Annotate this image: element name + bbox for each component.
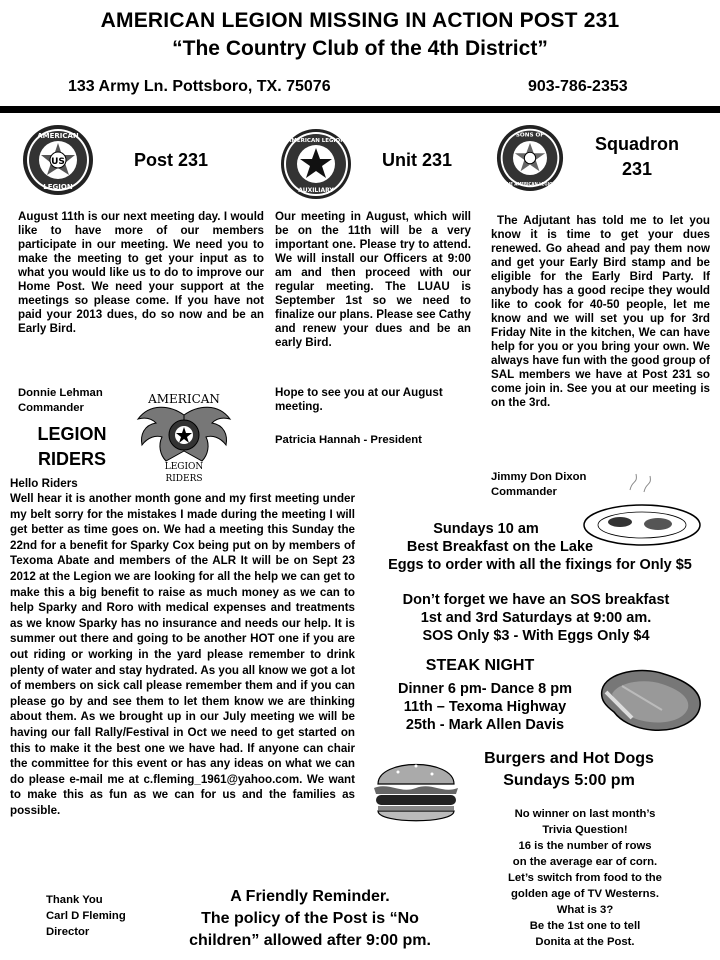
trivia-line: What is 3? xyxy=(556,904,614,916)
post-phone: 903-786-2353 xyxy=(528,78,628,95)
post-body: August 11th is our next meeting day. I would like to have more of our members participate in our meeting. We need you to make the meeting to get your input as to what you would like us to do to improve our Home Post. We need your support at the meetings so please come. If you have not paid your 2013 dues, do so now and be an Early Bird. xyxy=(18,210,264,335)
sal-emblem-bottom-text: THE AMERICAN LEGION xyxy=(504,181,556,187)
riders-body: Well hear it is another month gone and my first meeting under my belt sorry for the mistakes I made during the meeting I will get better as time goes on. We had a meeting this Sunday the 22nd for a benefit for Sparky Cox being put on by members of Texoma Abate and members of the ALR It will be on Sept 23 2012 at the Legion we are looking for all the help we can get to make this a big benefit to raise as much money as we can to help Sparky and Roro with medical expenses and treatments as we know Sparky has no insurance and needs our help. It is summer out there and going to be another HOT one if you are out riding or working in the yard please remember to drink plenty of water and stay hydrated. As you all know we got a lot of members on sick call please remember them and if you can please go by and see them to let them know we are thinking about them. As we brought up in our July meeting we will be having our fall Rally/Festival in Oct we need to get started on this to make it the best one we have had. If anyone can chair the committee for this event or has any ideas on what we can do please e-mail me at c.fleming_1961@yahoo.com. We want to make this as fun as we can for us and the families as possible. xyxy=(10,492,355,817)
riders-sig-title: Director xyxy=(46,926,90,938)
trivia-line: Trivia Question! xyxy=(542,824,628,836)
emblem-center-text: US xyxy=(51,157,65,167)
sons-of-legion-emblem-icon xyxy=(496,124,564,192)
squadron-body: The Adjutant has told me to let you know it is time to get your dues renewed. Go ahead and pay them now and get your Early Bird stamp and be eligible for the Early Bird Party. If anybody has a good recipe they would like to cook for 40-50 people, let me know and we will set you up for 3rd Friday Nite in the kitchen, We can have help for you or you bring your own. We always have fun with the good group of SAL members we have at Post 231 so come join in. See you at our meeting is on the 3rd. xyxy=(491,214,710,409)
post-sig-name: Donnie Lehman xyxy=(18,387,103,399)
riders-heading xyxy=(22,424,122,470)
squadron-heading-line2: 231 xyxy=(621,159,653,179)
riders-logo-top-text: AMERICAN xyxy=(148,392,220,406)
emblem-bottom-text: LEGION xyxy=(43,183,73,191)
reminder-line2: The policy of the Post is “No xyxy=(201,910,419,927)
reminder-line3: children” allowed after 9:00 pm. xyxy=(189,932,431,949)
newsletter-title: AMERICAN LEGION MISSING IN ACTION POST 231 xyxy=(100,9,620,32)
breakfast-line2: Best Breakfast on the Lake xyxy=(406,539,594,555)
trivia-line: Let’s switch from food to the xyxy=(508,872,662,884)
sos-line3: SOS Only $3 - With Eggs Only $4 xyxy=(422,628,650,644)
squadron-sig-name: Jimmy Don Dixon xyxy=(491,471,587,483)
riders-heading-line2: RIDERS xyxy=(37,449,106,469)
trivia-block xyxy=(470,806,700,950)
riders-heading-line1: LEGION xyxy=(37,424,107,444)
trivia-line: No winner on last month’s xyxy=(514,808,656,820)
squadron-heading xyxy=(582,134,692,180)
unit-signature: Patricia Hannah - President xyxy=(275,434,422,446)
burgers-line2: Sundays 5:00 pm xyxy=(503,772,635,789)
unit-body: Our meeting in August, which will be on the 11th will be a very important one. Please try to attend. We will install our Officers at 9:00 am and then proceed with our regular meeting. The LUAU is September 1st so we need to finalize our plans. Please see Cathy and renew your dues and be an early Bird. xyxy=(275,210,471,349)
steak-icon xyxy=(592,660,708,740)
legion-riders-logo-icon xyxy=(130,385,238,485)
post-heading: Post 231 xyxy=(134,150,209,170)
burgers-line1: Burgers and Hot Dogs xyxy=(484,750,654,767)
newsletter-subtitle: “The Country Club of the 4th District” xyxy=(172,37,548,60)
header-divider xyxy=(0,106,720,113)
trivia-line: Be the 1st one to tell xyxy=(529,920,641,932)
breakfast-line3: Eggs to order with all the fixings for Only $5 xyxy=(388,557,692,573)
unit-closing: Hope to see you at our August meeting. xyxy=(275,386,443,413)
trivia-line: golden age of TV Westerns. xyxy=(511,888,659,900)
steak-line1: Dinner 6 pm- Dance 8 pm xyxy=(397,681,573,697)
riders-logo-bottom-text: RIDERS xyxy=(165,474,203,484)
sal-emblem-top-text: SONS OF xyxy=(515,132,545,139)
unit-emblem-top-text: AMERICAN LEGION xyxy=(287,138,345,144)
unit-heading: Unit 231 xyxy=(382,150,453,170)
riders-sig-thanks: Thank You xyxy=(46,894,103,906)
post-address: 133 Army Ln. Pottsboro, TX. 75076 xyxy=(68,78,331,95)
unit-emblem-bottom-text: AUXILIARY xyxy=(298,187,334,194)
squadron-heading-line1: Squadron xyxy=(595,134,679,154)
american-legion-emblem-icon xyxy=(22,124,94,196)
riders-logo-mid-text: LEGION xyxy=(164,462,204,472)
steak-heading: STEAK NIGHT xyxy=(425,657,535,674)
sos-line1: Don’t forget we have an SOS breakfast xyxy=(402,592,670,608)
emblem-top-text: AMERICAN xyxy=(37,132,79,140)
auxiliary-emblem-icon xyxy=(280,128,352,200)
steak-line3: 25th - Mark Allen Davis xyxy=(405,717,565,733)
trivia-line: Donita at the Post. xyxy=(535,936,635,948)
post-sig-title: Commander xyxy=(18,402,84,414)
sos-line2: 1st and 3rd Saturdays at 9:00 am. xyxy=(420,610,652,626)
steak-line2: 11th – Texoma Highway xyxy=(403,699,567,715)
breakfast-line1: Sundays 10 am xyxy=(433,521,539,537)
hamburger-icon xyxy=(370,748,462,832)
reminder-line1: A Friendly Reminder. xyxy=(230,888,390,905)
riders-greeting: Hello Riders xyxy=(10,477,78,490)
trivia-line: on the average ear of corn. xyxy=(512,856,658,868)
trivia-line: 16 is the number of rows xyxy=(518,840,652,852)
squadron-sig-title: Commander xyxy=(491,486,557,498)
riders-sig-name: Carl D Fleming xyxy=(46,910,126,922)
